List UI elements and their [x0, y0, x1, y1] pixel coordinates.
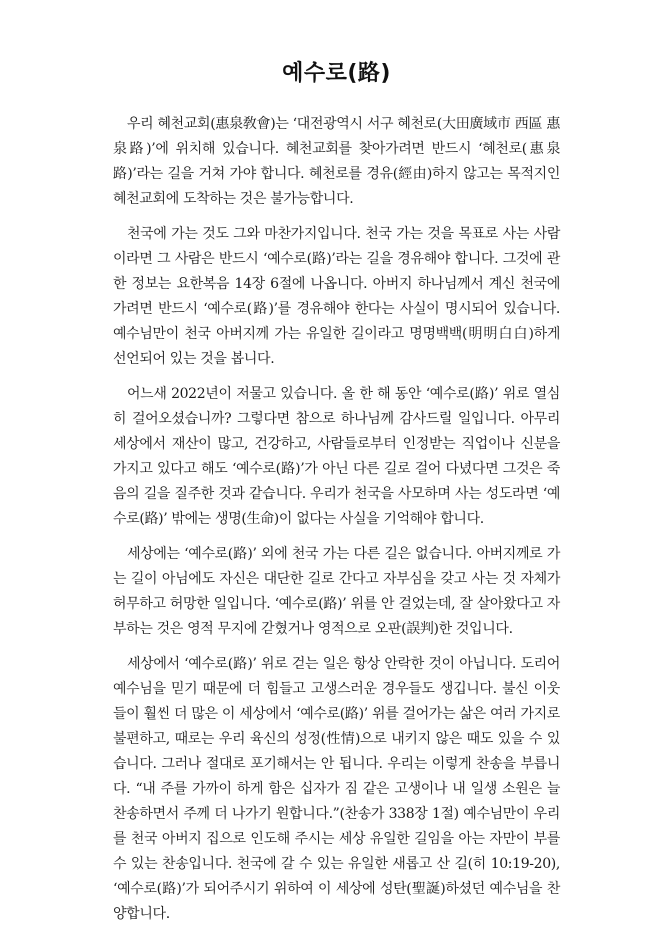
paragraph-1: 우리 혜천교회(惠泉敎會)는 ‘대전광역시 서구 혜천로(大田廣域市 西區 惠泉路)’에 위치해 있습니다. 혜천교회를 찾아가려면 반드시 ‘혜천로(惠泉路)’라는 길을 거쳐 가야 합니다. 혜천로를 경유(經由)하지 않고는 목적지인 혜천교회에 도착하는 것은 불가능합니다. — [113, 116, 560, 207]
paragraph-5: 세상에서 ‘예수로(路)’ 위로 걷는 일은 항상 안락한 것이 아닙니다. 도리어 예수님을 믿기 때문에 더 힘들고 고생스러운 경우들도 생깁니다. 불신 이웃들이 훨씬 더 많은 이 세상에서 ‘예수로(路)’ 위를 걸어가는 삶은 여러 가지로 불편하고, 때로는 우리 육신의 성정(性情)으로 내키지 않은 때도 있을 수 있습니다. 그러나 절대로 포기해서는 안 됩니다. 우리는 이렇게 찬송을 부릅니다. “내 주를 가까이 하게 함은 십자가 짐 같은 고생이나 내 일생 소원은 늘 찬송하면서 주께 더 나가기 원합니다.”(찬송가 338장 1절) 예수님만이 우리를 천국 아버지 집으로 인도해 주시는 세상 유일한 길임을 아는 자만이 부를 수 있는 찬송입니다. 천국에 갈 수 있는 유일한 새롭고 산 길(히 10:19-20), ‘예수로(路)’가 되어주시기 위하여 이 세상에 성탄(聖誕)하셨던 예수님을 찬양합니다. — [113, 656, 560, 922]
paragraph-4: 세상에는 ‘예수로(路)’ 외에 천국 가는 다른 길은 없습니다. 아버지께로 가는 길이 아님에도 자신은 대단한 길로 간다고 자부심을 갖고 사는 것 자체가 허무하고 허망한 일입니다. ‘예수로(路)’ 위를 안 걸었는데, 잘 살아왔다고 자부하는 것은 영적 무지에 갇혔거나 영적으로 오판(誤判)한 것입니다. — [113, 546, 560, 637]
paragraph-2: 천국에 가는 것도 그와 마찬가지입니다. 천국 가는 것을 목표로 사는 사람이라면 그 사람은 반드시 ‘예수로(路)’라는 길을 경유해야 합니다. 그것에 관한 정보는 요한복음 14장 6절에 나옵니다. 아버지 하나님께서 계신 천국에 가려면 반드시 ‘예수로(路)’를 경유해야 한다는 사실이 명시되어 있습니다. 예수님만이 천국 아버지께 가는 유일한 길이라고 명명백백(明明白白)하게 선언되어 있는 것을 봅니다. — [113, 226, 560, 367]
paragraph-3: 어느새 2022년이 저물고 있습니다. 올 한 해 동안 ‘예수로(路)’ 위로 열심히 걸어오셨습니까? 그렇다면 참으로 하나님께 감사드릴 일입니다. 아무리 세상에서 재산이 많고, 건강하고, 사람들로부터 인정받는 직업이나 신분을 가지고 있다고 해도 ‘예수로(路)’가 아닌 다른 길로 걸어 다녔다면 그것은 죽음의 길을 질주한 것과 같습니다. 우리가 천국을 사모하며 사는 성도라면 ‘예수로(路)’ 밖에는 생명(生命)이 없다는 사실을 기억해야 합니다. — [113, 386, 560, 527]
document-title: 예수로(路) — [282, 61, 391, 86]
